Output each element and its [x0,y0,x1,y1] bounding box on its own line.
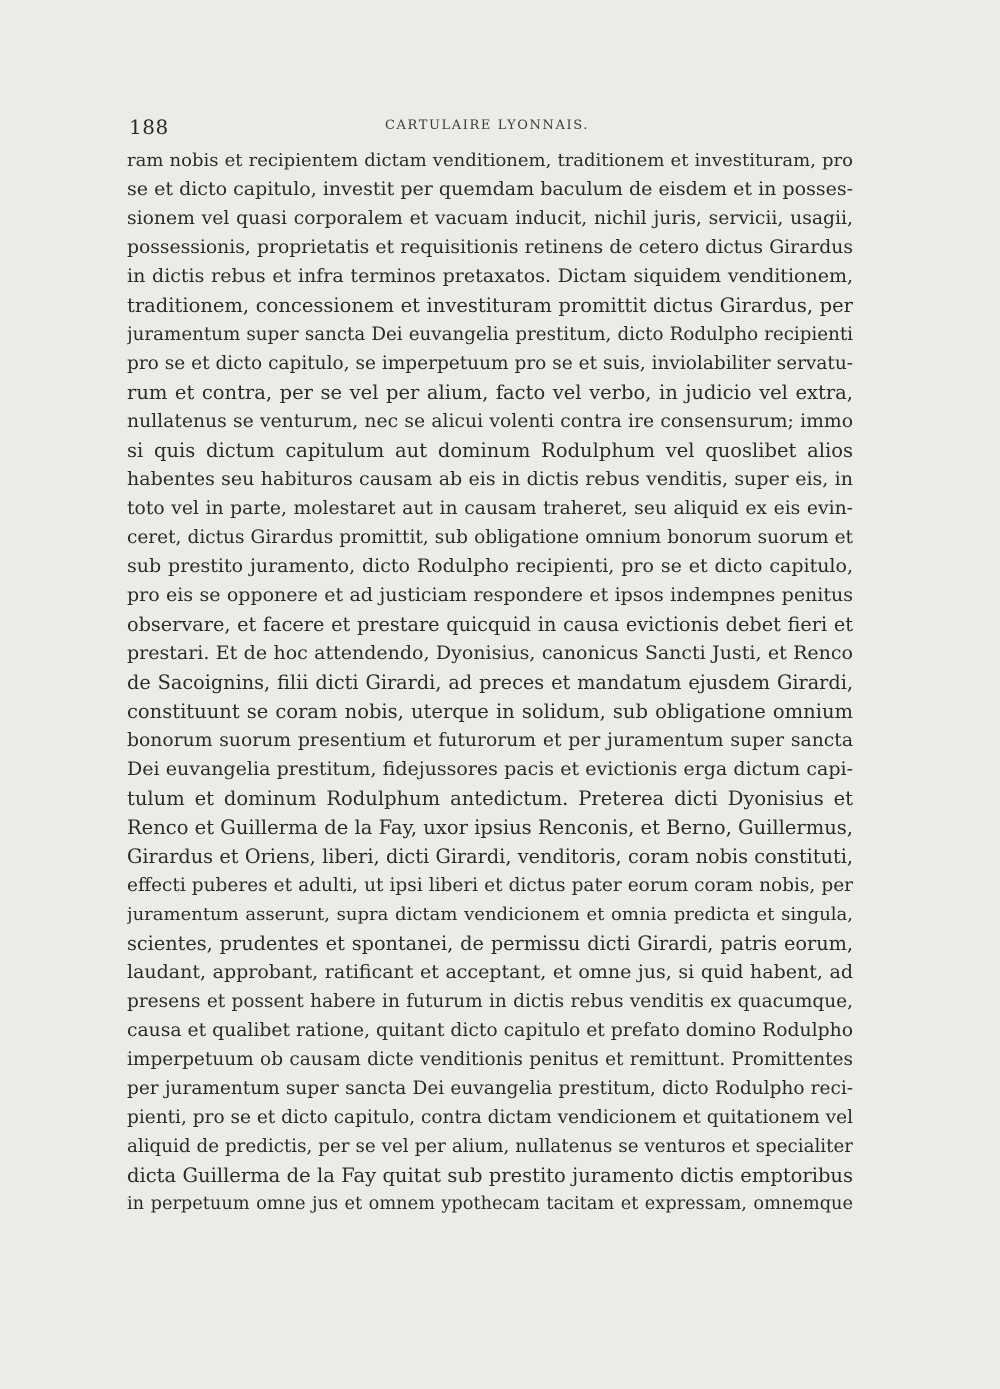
text-line: de Sacoignins, filii dicti Girardi, ad preces et mandatum ejusdem Girardi, [127,671,853,694]
text-line: Renco et Guillerma de la Fay, uxor ipsius Renconis, et Berno, Guillermus, [127,816,853,839]
text-line: habentes seu habituros causam ab eis in dictis rebus venditis, super eis, in [127,468,853,490]
text-line: observare, et facere et prestare quicquid in causa evictionis debet fieri et [127,613,853,636]
page-number: 188 [129,115,169,139]
text-line: Girardus et Oriens, liberi, dicti Girardi, venditoris, coram nobis constituti, [127,845,853,868]
text-line: sionem vel quasi corporalem et vacuam inducit, nichil juris, servicii, usagii, [127,208,853,229]
text-line: si quis dictum capitulum aut dominum Rodulphum vel quoslibet alios [127,439,853,462]
text-line: laudant, approbant, ratificant et acceptant, et omne jus, si quid habent, ad [127,961,853,983]
running-title: CARTULAIRE LYONNAIS. [385,118,589,133]
text-line: possessionis, proprietatis et requisitionis retinens de cetero dictus Girardus [127,237,853,258]
text-line: scientes, prudentes et spontanei, de permissu dicti Girardi, patris eorum, [127,932,853,955]
text-line: nullatenus se venturum, nec se alicui volenti contra ire consensurum; immo [127,411,853,432]
text-line: causa et qualibet ratione, quitant dicto capitulo et prefato domino Rodulpho [127,1020,853,1041]
text-line: Dei euvangelia prestitum, fidejussores pacis et evictionis erga dictum capi- [127,758,853,780]
text-line: per juramentum super sancta Dei euvangelia prestitum, dicto Rodulpho reci- [127,1078,853,1099]
text-line: presens et possent habere in futurum in dictis rebus venditis ex quacumque, [127,991,853,1012]
text-line: sub prestito juramento, dicto Rodulpho recipienti, pro se et dicto capitulo, [127,555,853,577]
text-line: se et dicto capitulo, investit per quemdam baculum de eisdem et in posses- [127,178,853,200]
text-line: ram nobis et recipientem dictam venditionem, traditionem et investituram, pro [127,150,853,171]
text-line: bonorum suorum presentium et futurorum et per juramentum super sancta [127,730,853,751]
text-line: effecti puberes et adulti, ut ipsi liberi et dictus pater eorum coram nobis, per [127,875,853,896]
text-line: juramentum asserunt, supra dictam vendicionem et omnia predicta et singula, [127,904,853,925]
text-line: prestari. Et de hoc attendendo, Dyonisius, canonicus Sancti Justi, et Renco [127,642,853,664]
text-line: ceret, dictus Girardus promittit, sub obligatione omnium bonorum suorum et [127,527,853,548]
text-line: dicta Guillerma de la Fay quitat sub prestito juramento dictis emptoribus [127,1164,853,1187]
text-line: toto vel in parte, molestaret aut in causam traheret, seu aliquid ex eis evin- [127,498,853,519]
text-line: pro eis se opponere et ad justiciam respondere et ipsos indempnes penitus [127,584,853,606]
body-text [127,146,853,1219]
text-line: constituunt se coram nobis, uterque in solidum, sub obligatione omnium [127,700,853,723]
text-line: pienti, pro se et dicto capitulo, contra dictam vendicionem et quitationem vel [127,1107,853,1128]
text-line: juramentum super sancta Dei euvangelia prestitum, dicto Rodulpho recipienti [127,324,853,345]
text-line: imperpetuum ob causam dicte venditionis penitus et remittunt. Promittentes [127,1049,853,1070]
text-line: tulum et dominum Rodulphum antedictum. Preterea dicti Dyonisius et [127,787,853,810]
text-line: rum et contra, per se vel per alium, facto vel verbo, in judicio vel extra, [127,381,853,404]
text-line: traditionem, concessionem et investituram promittit dictus Girardus, per [127,294,853,317]
text-line: aliquid de predictis, per se vel per alium, nullatenus se venturos et specialiter [127,1136,853,1157]
text-line: in perpetuum omne jus et omnem ypothecam tacitam et expressam, omnemque [127,1194,853,1214]
text-line: pro se et dicto capitulo, se imperpetuum pro se et suis, inviolabiliter servatu- [127,353,853,374]
text-line: in dictis rebus et infra terminos pretaxatos. Dictam siquidem venditionem, [127,265,853,287]
